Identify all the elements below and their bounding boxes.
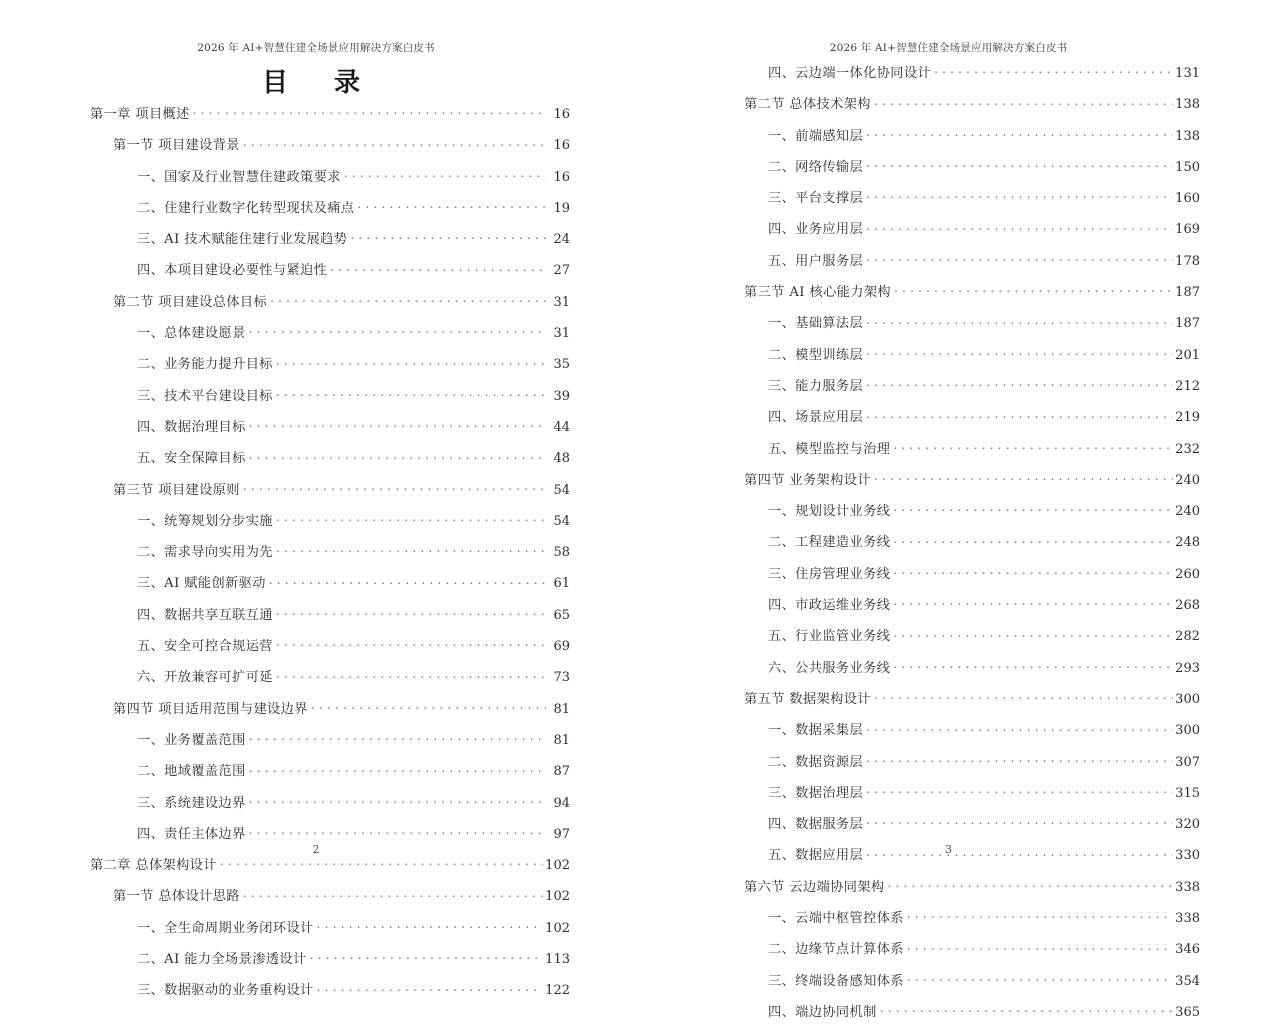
toc-entry[interactable] bbox=[721, 125, 1200, 156]
toc-leader-dots bbox=[249, 731, 546, 744]
toc-leader-dots bbox=[317, 919, 544, 932]
toc-entry-label: 二、模型训练层 bbox=[768, 347, 864, 363]
toc-entry-label: 五、行业监管业务线 bbox=[768, 629, 891, 645]
toc-entry-label: 第四节 业务架构设计 bbox=[744, 472, 871, 488]
toc-entry-label: 第六节 云边端协同架构 bbox=[744, 879, 885, 895]
toc-entry-page-number: 44 bbox=[553, 419, 570, 435]
toc-entry[interactable] bbox=[721, 563, 1200, 594]
toc-leader-dots bbox=[276, 668, 546, 681]
toc-entry[interactable] bbox=[721, 312, 1200, 343]
toc-entry-label: 三、数据治理层 bbox=[768, 785, 864, 801]
toc-entry-label: 四、本项目建设必要性与紧迫性 bbox=[137, 263, 328, 279]
toc-entry[interactable] bbox=[90, 729, 570, 760]
toc-entry-page-number: 320 bbox=[1175, 817, 1200, 833]
toc-entry[interactable] bbox=[90, 885, 570, 916]
toc-entry-label: 五、数据应用层 bbox=[768, 848, 864, 864]
toc-leader-dots bbox=[893, 596, 1173, 609]
toc-entry-page-number: 16 bbox=[553, 169, 570, 185]
toc-leader-dots bbox=[243, 887, 543, 900]
toc-entry[interactable] bbox=[721, 813, 1200, 844]
toc-entry-label: 第三节 AI 核心能力架构 bbox=[744, 285, 892, 301]
toc-entry-page-number: 54 bbox=[553, 482, 570, 498]
toc-entry-label: 三、AI 技术赋能住建行业发展趋势 bbox=[137, 232, 348, 248]
page-title: 目 录 bbox=[261, 68, 370, 98]
toc-entry-label: 二、工程建造业务线 bbox=[768, 535, 891, 551]
toc-entry-page-number: 19 bbox=[553, 200, 570, 216]
toc-entry[interactable] bbox=[90, 479, 570, 510]
toc-entry-page-number: 178 bbox=[1175, 253, 1200, 269]
toc-entry-label: 三、系统建设边界 bbox=[137, 795, 246, 811]
page-right bbox=[632, 0, 1265, 1020]
toc-entry-page-number: 58 bbox=[553, 545, 570, 561]
toc-entry-page-number: 102 bbox=[545, 920, 570, 936]
toc-leader-dots bbox=[907, 909, 1173, 922]
toc-leader-dots bbox=[249, 825, 546, 838]
folio-left: 2 bbox=[312, 843, 320, 856]
toc-entry-label: 五、模型监控与治理 bbox=[768, 441, 891, 457]
toc-entry[interactable] bbox=[90, 792, 570, 823]
toc-entry[interactable] bbox=[721, 782, 1200, 813]
toc-entry-label: 一、基础算法层 bbox=[768, 316, 864, 332]
toc-entry-page-number: 300 bbox=[1175, 691, 1200, 707]
toc-entry[interactable] bbox=[721, 218, 1200, 249]
toc-entry[interactable] bbox=[721, 406, 1200, 437]
toc-leader-dots bbox=[866, 721, 1173, 734]
toc-entry[interactable] bbox=[721, 594, 1200, 625]
toc-entry-page-number: 39 bbox=[553, 388, 570, 404]
toc-leader-dots bbox=[866, 220, 1173, 233]
toc-entry-label: 三、AI 赋能创新驱动 bbox=[137, 576, 266, 592]
toc-entry-page-number: 169 bbox=[1175, 222, 1200, 238]
toc-entry[interactable] bbox=[90, 353, 570, 384]
toc-entry-page-number: 54 bbox=[553, 513, 570, 529]
toc-entry-label: 四、场景应用层 bbox=[768, 410, 864, 426]
toc-leader-dots bbox=[330, 261, 546, 274]
toc-entry-label: 五、安全可控合规运营 bbox=[137, 639, 273, 655]
toc-leader-dots bbox=[249, 324, 546, 337]
toc-leader-dots bbox=[276, 512, 546, 525]
toc-entry-label: 第四节 项目适用范围与建设边界 bbox=[113, 701, 308, 717]
toc-leader-dots bbox=[276, 543, 546, 556]
toc-entry-page-number: 102 bbox=[545, 889, 570, 905]
toc-entry-page-number: 27 bbox=[553, 263, 570, 279]
toc-entry-label: 一、业务覆盖范围 bbox=[137, 732, 246, 748]
toc-entry-page-number: 346 bbox=[1175, 942, 1200, 958]
toc-leader-dots bbox=[874, 95, 1173, 108]
toc-entry-label: 三、技术平台建设目标 bbox=[137, 388, 273, 404]
toc-leader-dots bbox=[866, 408, 1173, 421]
toc-entry-label: 三、平台支撑层 bbox=[768, 191, 864, 207]
toc-entry[interactable] bbox=[90, 510, 570, 541]
toc-entry-page-number: 150 bbox=[1175, 159, 1200, 175]
toc-entry-page-number: 113 bbox=[545, 952, 570, 968]
toc-entry[interactable] bbox=[90, 854, 570, 885]
toc-entry-label: 四、责任主体边界 bbox=[137, 826, 246, 842]
toc-entry-label: 二、业务能力提升目标 bbox=[137, 357, 273, 373]
toc-entry-page-number: 102 bbox=[545, 858, 570, 874]
toc-entry-label: 三、能力服务层 bbox=[768, 378, 864, 394]
toc-entry-page-number: 338 bbox=[1175, 879, 1200, 895]
toc-leader-dots bbox=[270, 293, 546, 306]
toc-entry-label: 第一节 项目建设背景 bbox=[113, 138, 240, 154]
toc-entry[interactable] bbox=[721, 657, 1200, 688]
toc-entry-page-number: 97 bbox=[553, 826, 570, 842]
toc-entry[interactable] bbox=[721, 375, 1200, 406]
toc-leader-dots bbox=[907, 971, 1173, 984]
toc-leader-dots bbox=[866, 784, 1173, 797]
toc-entry-page-number: 122 bbox=[545, 983, 570, 999]
toc-entry-page-number: 240 bbox=[1175, 472, 1200, 488]
toc-entry-page-number: 138 bbox=[1175, 97, 1200, 113]
toc-entry-page-number: 268 bbox=[1175, 598, 1200, 614]
toc-leader-dots bbox=[866, 126, 1173, 139]
toc-entry-label: 第一章 项目概述 bbox=[90, 107, 190, 122]
toc-leader-dots bbox=[880, 1003, 1173, 1016]
toc-entry-page-number: 16 bbox=[553, 138, 570, 154]
toc-entry-label: 六、公共服务业务线 bbox=[768, 660, 891, 676]
toc-entry-page-number: 48 bbox=[553, 451, 570, 467]
toc-leader-dots bbox=[874, 471, 1173, 484]
toc-leader-dots bbox=[874, 690, 1173, 703]
toc-entry-label: 六、开放兼容可扩可延 bbox=[137, 670, 273, 686]
toc-entry-label: 一、统筹规划分步实施 bbox=[137, 513, 273, 529]
toc-entry-page-number: 31 bbox=[553, 294, 570, 310]
toc-leader-dots bbox=[220, 856, 543, 869]
toc-entry[interactable] bbox=[90, 103, 570, 134]
toc-entry-label: 二、地域覆盖范围 bbox=[137, 764, 246, 780]
toc-leader-dots bbox=[276, 355, 546, 368]
running-head: 2026 年 AI+智慧住建全场景应用解决方案白皮书 bbox=[829, 42, 1068, 54]
toc-leader-dots bbox=[866, 345, 1173, 358]
toc-entry[interactable] bbox=[90, 447, 570, 478]
toc-entry[interactable] bbox=[90, 228, 570, 259]
toc-leader-dots bbox=[269, 574, 546, 587]
toc-entry-page-number: 330 bbox=[1175, 848, 1200, 864]
toc-entry[interactable] bbox=[90, 134, 570, 165]
toc-entry-page-number: 61 bbox=[553, 576, 570, 592]
toc-entry-label: 四、端边协同机制 bbox=[768, 1004, 877, 1020]
toc-entry-label: 第五节 数据架构设计 bbox=[744, 691, 871, 707]
toc-entry-label: 第一节 总体设计思路 bbox=[113, 889, 240, 905]
toc-entry[interactable] bbox=[90, 604, 570, 635]
toc-entry-page-number: 81 bbox=[553, 732, 570, 748]
toc-entry-label: 一、数据采集层 bbox=[768, 723, 864, 739]
toc-list-right bbox=[721, 62, 1200, 1032]
toc-entry[interactable] bbox=[721, 438, 1200, 469]
page-left bbox=[0, 0, 632, 999]
toc-entry[interactable] bbox=[90, 979, 570, 1010]
toc-entry-label: 第二节 项目建设总体目标 bbox=[113, 294, 268, 310]
toc-entry-page-number: 240 bbox=[1175, 504, 1200, 520]
toc-entry[interactable] bbox=[721, 281, 1200, 312]
toc-entry-label: 一、云端中枢管控体系 bbox=[768, 911, 904, 927]
toc-leader-dots bbox=[893, 627, 1173, 640]
toc-entry-page-number: 35 bbox=[553, 357, 570, 373]
toc-leader-dots bbox=[357, 199, 546, 212]
toc-leader-dots bbox=[893, 502, 1173, 515]
toc-entry-page-number: 282 bbox=[1175, 629, 1200, 645]
toc-entry-label: 五、用户服务层 bbox=[768, 253, 864, 269]
toc-entry-page-number: 354 bbox=[1175, 973, 1200, 989]
toc-leader-dots bbox=[893, 533, 1173, 546]
toc-entry-label: 四、云边端一体化协同设计 bbox=[768, 66, 932, 81]
toc-entry[interactable] bbox=[90, 698, 570, 729]
toc-entry[interactable] bbox=[721, 625, 1200, 656]
toc-entry-page-number: 94 bbox=[553, 795, 570, 811]
toc-entry-page-number: 260 bbox=[1175, 566, 1200, 582]
toc-entry[interactable] bbox=[90, 760, 570, 791]
toc-entry-label: 二、网络传输层 bbox=[768, 159, 864, 175]
toc-entry-page-number: 73 bbox=[553, 670, 570, 686]
toc-leader-dots bbox=[893, 439, 1173, 452]
toc-leader-dots bbox=[193, 105, 546, 118]
toc-leader-dots bbox=[249, 449, 546, 462]
toc-leader-dots bbox=[276, 386, 546, 399]
toc-entry[interactable] bbox=[90, 541, 570, 572]
folio-right: 3 bbox=[945, 843, 952, 856]
toc-entry[interactable] bbox=[90, 416, 570, 447]
toc-entry[interactable] bbox=[721, 500, 1200, 531]
toc-entry-label: 一、前端感知层 bbox=[768, 128, 864, 144]
toc-entry-label: 四、数据共享互联互通 bbox=[137, 607, 273, 623]
toc-entry-page-number: 219 bbox=[1175, 410, 1200, 426]
toc-leader-dots bbox=[350, 230, 546, 243]
toc-leader-dots bbox=[276, 606, 546, 619]
toc-entry[interactable] bbox=[721, 938, 1200, 969]
toc-entry-page-number: 201 bbox=[1175, 347, 1200, 363]
toc-entry[interactable] bbox=[90, 197, 570, 228]
toc-entry-label: 第三节 项目建设原则 bbox=[113, 482, 240, 498]
toc-entry[interactable] bbox=[90, 666, 570, 697]
toc-leader-dots bbox=[249, 793, 546, 806]
toc-leader-dots bbox=[344, 167, 546, 180]
toc-leader-dots bbox=[243, 480, 546, 493]
toc-leader-dots bbox=[866, 815, 1173, 828]
toc-entry[interactable] bbox=[90, 291, 570, 322]
toc-entry[interactable] bbox=[721, 688, 1200, 719]
toc-leader-dots bbox=[887, 878, 1173, 891]
toc-leader-dots bbox=[249, 762, 546, 775]
toc-leader-dots bbox=[866, 377, 1173, 390]
toc-entry[interactable] bbox=[721, 1001, 1200, 1032]
toc-entry[interactable] bbox=[721, 344, 1200, 375]
toc-entry-label: 四、市政运维业务线 bbox=[768, 598, 891, 614]
toc-entry-page-number: 69 bbox=[553, 639, 570, 655]
toc-leader-dots bbox=[866, 158, 1173, 171]
toc-entry-page-number: 212 bbox=[1175, 378, 1200, 394]
toc-entry-label: 四、业务应用层 bbox=[768, 222, 864, 238]
toc-entry-page-number: 307 bbox=[1175, 754, 1200, 770]
toc-entry-page-number: 16 bbox=[553, 107, 570, 122]
toc-entry-label: 一、总体建设愿景 bbox=[137, 326, 246, 342]
toc-entry[interactable] bbox=[721, 156, 1200, 187]
toc-entry[interactable] bbox=[721, 907, 1200, 938]
toc-entry-label: 一、规划设计业务线 bbox=[768, 504, 891, 520]
toc-leader-dots bbox=[893, 565, 1173, 578]
toc-list-left bbox=[90, 103, 570, 1011]
toc-entry[interactable] bbox=[721, 719, 1200, 750]
toc-entry[interactable] bbox=[90, 572, 570, 603]
toc-entry-page-number: 160 bbox=[1175, 191, 1200, 207]
toc-leader-dots bbox=[866, 252, 1173, 265]
toc-leader-dots bbox=[907, 940, 1173, 953]
toc-entry-label: 一、国家及行业智慧住建政策要求 bbox=[137, 169, 341, 185]
toc-entry-page-number: 131 bbox=[1175, 66, 1200, 81]
toc-entry[interactable] bbox=[721, 531, 1200, 562]
toc-entry[interactable] bbox=[721, 876, 1200, 907]
toc-entry-page-number: 338 bbox=[1175, 911, 1200, 927]
toc-entry-label: 二、边缘节点计算体系 bbox=[768, 942, 904, 958]
toc-leader-dots bbox=[317, 981, 544, 994]
toc-entry-label: 四、数据治理目标 bbox=[137, 419, 246, 435]
toc-entry-label: 二、数据资源层 bbox=[768, 754, 864, 770]
toc-leader-dots bbox=[243, 136, 546, 149]
toc-leader-dots bbox=[866, 752, 1173, 765]
toc-entry-page-number: 138 bbox=[1175, 128, 1200, 144]
toc-entry-page-number: 248 bbox=[1175, 535, 1200, 551]
toc-entry[interactable] bbox=[721, 469, 1200, 500]
toc-entry[interactable] bbox=[721, 62, 1200, 93]
toc-entry[interactable] bbox=[90, 385, 570, 416]
toc-entry-page-number: 24 bbox=[553, 232, 570, 248]
toc-entry-label: 四、数据服务层 bbox=[768, 817, 864, 833]
toc-leader-dots bbox=[866, 314, 1173, 327]
toc-entry-page-number: 81 bbox=[553, 701, 570, 717]
toc-entry-page-number: 65 bbox=[553, 607, 570, 623]
toc-entry-label: 二、需求导向实用为先 bbox=[137, 545, 273, 561]
toc-entry[interactable] bbox=[721, 93, 1200, 124]
toc-entry-page-number: 31 bbox=[553, 326, 570, 342]
toc-entry-label: 三、住房管理业务线 bbox=[768, 566, 891, 582]
toc-entry[interactable] bbox=[90, 948, 570, 979]
toc-entry-page-number: 300 bbox=[1175, 723, 1200, 739]
toc-leader-dots bbox=[893, 658, 1173, 671]
toc-entry-label: 二、住建行业数字化转型现状及痛点 bbox=[137, 200, 355, 216]
toc-entry-page-number: 293 bbox=[1175, 660, 1200, 676]
toc-leader-dots bbox=[894, 283, 1173, 296]
toc-entry-page-number: 87 bbox=[553, 764, 570, 780]
toc-entry[interactable] bbox=[721, 970, 1200, 1001]
toc-entry[interactable] bbox=[721, 187, 1200, 218]
toc-entry-page-number: 187 bbox=[1175, 316, 1200, 332]
toc-leader-dots bbox=[866, 189, 1173, 202]
toc-entry[interactable] bbox=[90, 259, 570, 290]
toc-leader-dots bbox=[311, 699, 546, 712]
toc-leader-dots bbox=[310, 950, 544, 963]
toc-entry-page-number: 365 bbox=[1175, 1004, 1200, 1020]
toc-entry[interactable] bbox=[721, 250, 1200, 281]
toc-entry-label: 三、终端设备感知体系 bbox=[768, 973, 904, 989]
toc-entry-page-number: 232 bbox=[1175, 441, 1200, 457]
toc-entry[interactable] bbox=[90, 635, 570, 666]
toc-entry[interactable] bbox=[90, 322, 570, 353]
toc-entry[interactable] bbox=[90, 917, 570, 948]
toc-entry-page-number: 315 bbox=[1175, 785, 1200, 801]
toc-entry[interactable] bbox=[90, 166, 570, 197]
running-head: 2026 年 AI+智慧住建全场景应用解决方案白皮书 bbox=[197, 42, 435, 54]
toc-entry-label: 第二节 总体技术架构 bbox=[744, 97, 871, 113]
toc-entry[interactable] bbox=[721, 751, 1200, 782]
toc-entry-page-number: 187 bbox=[1175, 285, 1200, 301]
toc-entry-label: 二、AI 能力全场景渗透设计 bbox=[137, 952, 307, 968]
toc-entry-label: 五、安全保障目标 bbox=[137, 451, 246, 467]
toc-leader-dots bbox=[249, 418, 546, 431]
toc-entry-label: 三、数据驱动的业务重构设计 bbox=[137, 983, 314, 999]
toc-leader-dots bbox=[934, 64, 1173, 77]
toc-entry-label: 第二章 总体架构设计 bbox=[90, 858, 217, 874]
toc-entry-label: 一、全生命周期业务闭环设计 bbox=[137, 920, 314, 936]
toc-leader-dots bbox=[276, 637, 546, 650]
